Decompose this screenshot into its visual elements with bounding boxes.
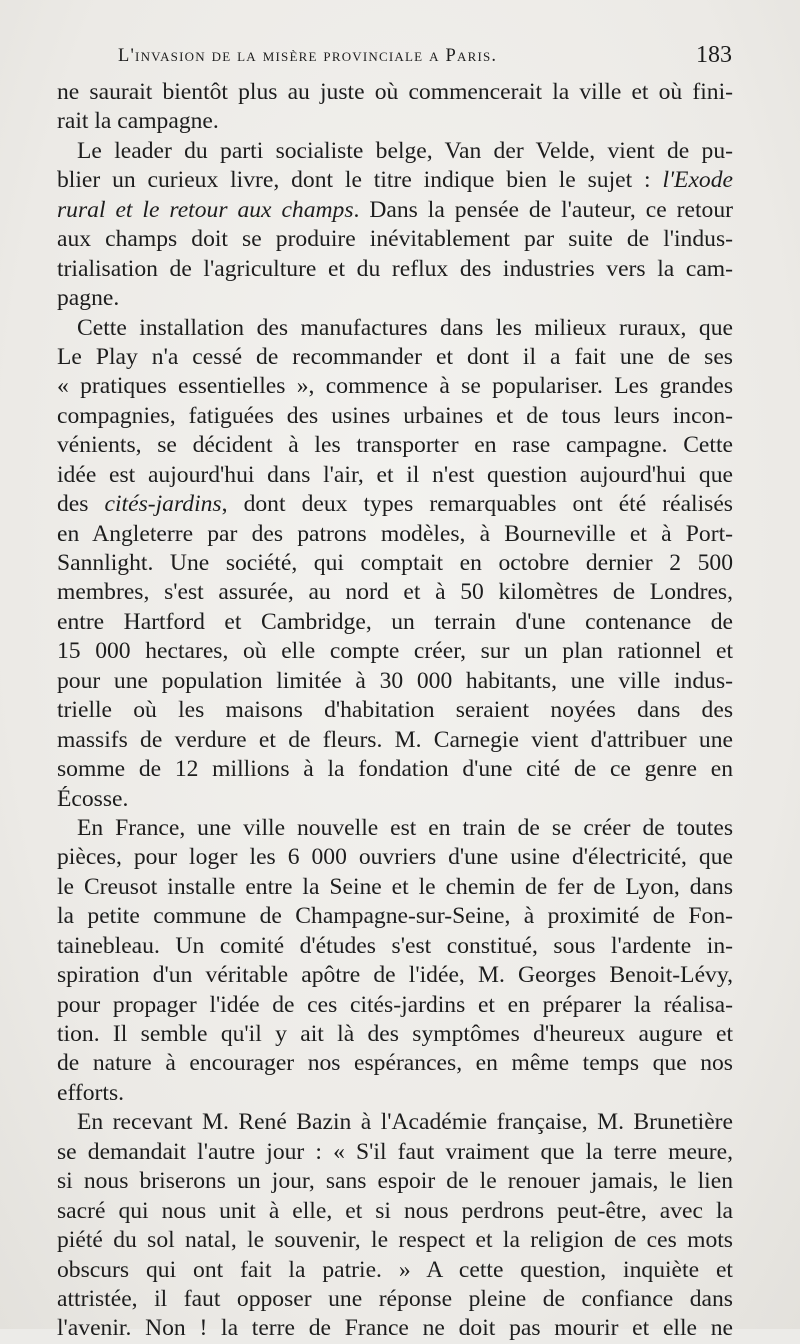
text-line: le Creusot installe entre la Seine et le chemin de fer de Lyon, dans	[57, 873, 733, 900]
text-line: Cette installation des manufactures dans les milieux ruraux, que	[77, 314, 733, 341]
text-line: En France, une ville nouvelle est en train de se créer de toutes	[77, 814, 733, 841]
text-line: pagne.	[57, 285, 120, 312]
paragraph-5	[57, 1108, 733, 1344]
text-line: massifs de verdure et de fleurs. M. Carnegie vient d'attribuer une	[57, 726, 733, 753]
text-line: pour propager l'idée de ces cités-jardins et en préparer la réalisa-	[57, 991, 733, 1018]
text-line: Le leader du parti socialiste belge, Van der Velde, vient de pu-	[77, 137, 733, 164]
text-line	[57, 196, 733, 225]
text-line: tainebleau. Un comité d'études s'est constitué, sous l'ardente in-	[57, 932, 733, 959]
text-line: spiration d'un véritable apôtre de l'idée, M. Georges Benoit-Lévy,	[57, 962, 733, 989]
text-line: rait la campagne.	[57, 108, 219, 135]
text-span: . Dans la pensée de l'auteur, ce retour	[353, 196, 733, 223]
text-line: attristée, il faut opposer une réponse pleine de confiance dans	[57, 1285, 733, 1312]
term-italic: cités-jardins	[104, 491, 222, 518]
text-line: trielle où les maisons d'habitation seraient noyées dans des	[57, 697, 733, 724]
text-line: Le Play n'a cessé de recommander et dont il a fait une de ses	[57, 343, 733, 370]
text-line	[57, 166, 733, 195]
running-title: L'invasion de la misère provinciale a Paris.	[118, 46, 498, 66]
text-span: des	[57, 491, 105, 518]
text-line: 15 000 hectares, où elle compte créer, sur un plan rationnel et	[57, 638, 733, 665]
running-header	[118, 40, 732, 74]
text-line: obscurs qui ont fait la patrie. » A cette question, inquiète et	[57, 1256, 733, 1283]
body-text	[57, 78, 733, 1344]
text-line: En recevant M. René Bazin à l'Académie française, M. Brunetière	[77, 1109, 733, 1136]
text-span: , dont deux types remarquables ont été réalisés	[221, 491, 733, 518]
text-line: Sannlight. Une société, qui comptait en octobre dernier 2 500	[57, 550, 733, 576]
text-line	[57, 490, 733, 519]
text-line: somme de 12 millions à la fondation d'une cité de ce genre en	[57, 756, 733, 783]
text-line: de nature à encourager nos espérances, en même temps que nos	[57, 1050, 733, 1077]
text-line: « pratiques essentielles », commence à se populariser. Les grandes	[57, 373, 733, 400]
text-line: piété du sol natal, le souvenir, le respect et la religion de ces mots	[57, 1227, 733, 1254]
text-line: l'avenir. Non ! la terre de France ne doit pas mourir et elle ne	[57, 1315, 733, 1342]
paragraph-1	[57, 78, 733, 137]
text-line: la petite commune de Champagne-sur-Seine, à proximité de Fon-	[57, 903, 733, 930]
text-line: entre Hartford et Cambridge, un terrain d'une contenance de	[57, 608, 733, 635]
text-span: blier un curieux livre, dont le titre indique bien le sujet :	[57, 167, 663, 194]
text-line: Écosse.	[57, 785, 129, 812]
page-number: 183	[696, 42, 732, 68]
text-line: trialisation de l'agriculture et du reflux des industries vers la cam-	[57, 255, 733, 282]
text-line: vénients, se décident à les transporter en rase campagne. Cette	[57, 432, 733, 459]
text-line: ne saurait bientôt plus au juste où commencerait la ville et où fini-	[57, 79, 733, 105]
paragraph-3	[57, 314, 733, 814]
book-title-italic: rural et le retour aux champs	[57, 196, 354, 223]
text-line: si nous briserons un jour, sans espoir de le renouer jamais, le lien	[57, 1168, 733, 1195]
text-line: se demandait l'autre jour : « S'il faut vraiment que la terre meure,	[57, 1138, 733, 1165]
text-line: sacré qui nous unit à elle, et si nous perdrons peut-être, avec la	[57, 1197, 733, 1224]
text-line: idée est aujourd'hui dans l'air, et il n'est question aujourd'hui que	[57, 461, 733, 488]
text-line: tion. Il semble qu'il y ait là des symptômes d'heureux augure et	[57, 1021, 733, 1047]
book-title-italic: l'Exode	[662, 167, 733, 194]
text-line: aux champs doit se produire inévitablement par suite de l'indus-	[57, 226, 733, 253]
text-line: pour une population limitée à 30 000 habitants, une ville indus-	[57, 667, 733, 694]
text-line: pièces, pour loger les 6 000 ouvriers d'une usine d'électricité, que	[57, 844, 733, 871]
paragraph-4	[57, 814, 733, 1108]
text-line: membres, s'est assurée, au nord et à 50 kilomètres de Londres,	[57, 579, 733, 606]
text-line: en Angleterre par des patrons modèles, à Bourneville et à Port-	[57, 520, 733, 547]
paragraph-2	[57, 137, 733, 314]
text-line: compagnies, fatiguées des usines urbaines et de tous leurs incon-	[57, 402, 733, 429]
text-line: efforts.	[57, 1079, 125, 1106]
